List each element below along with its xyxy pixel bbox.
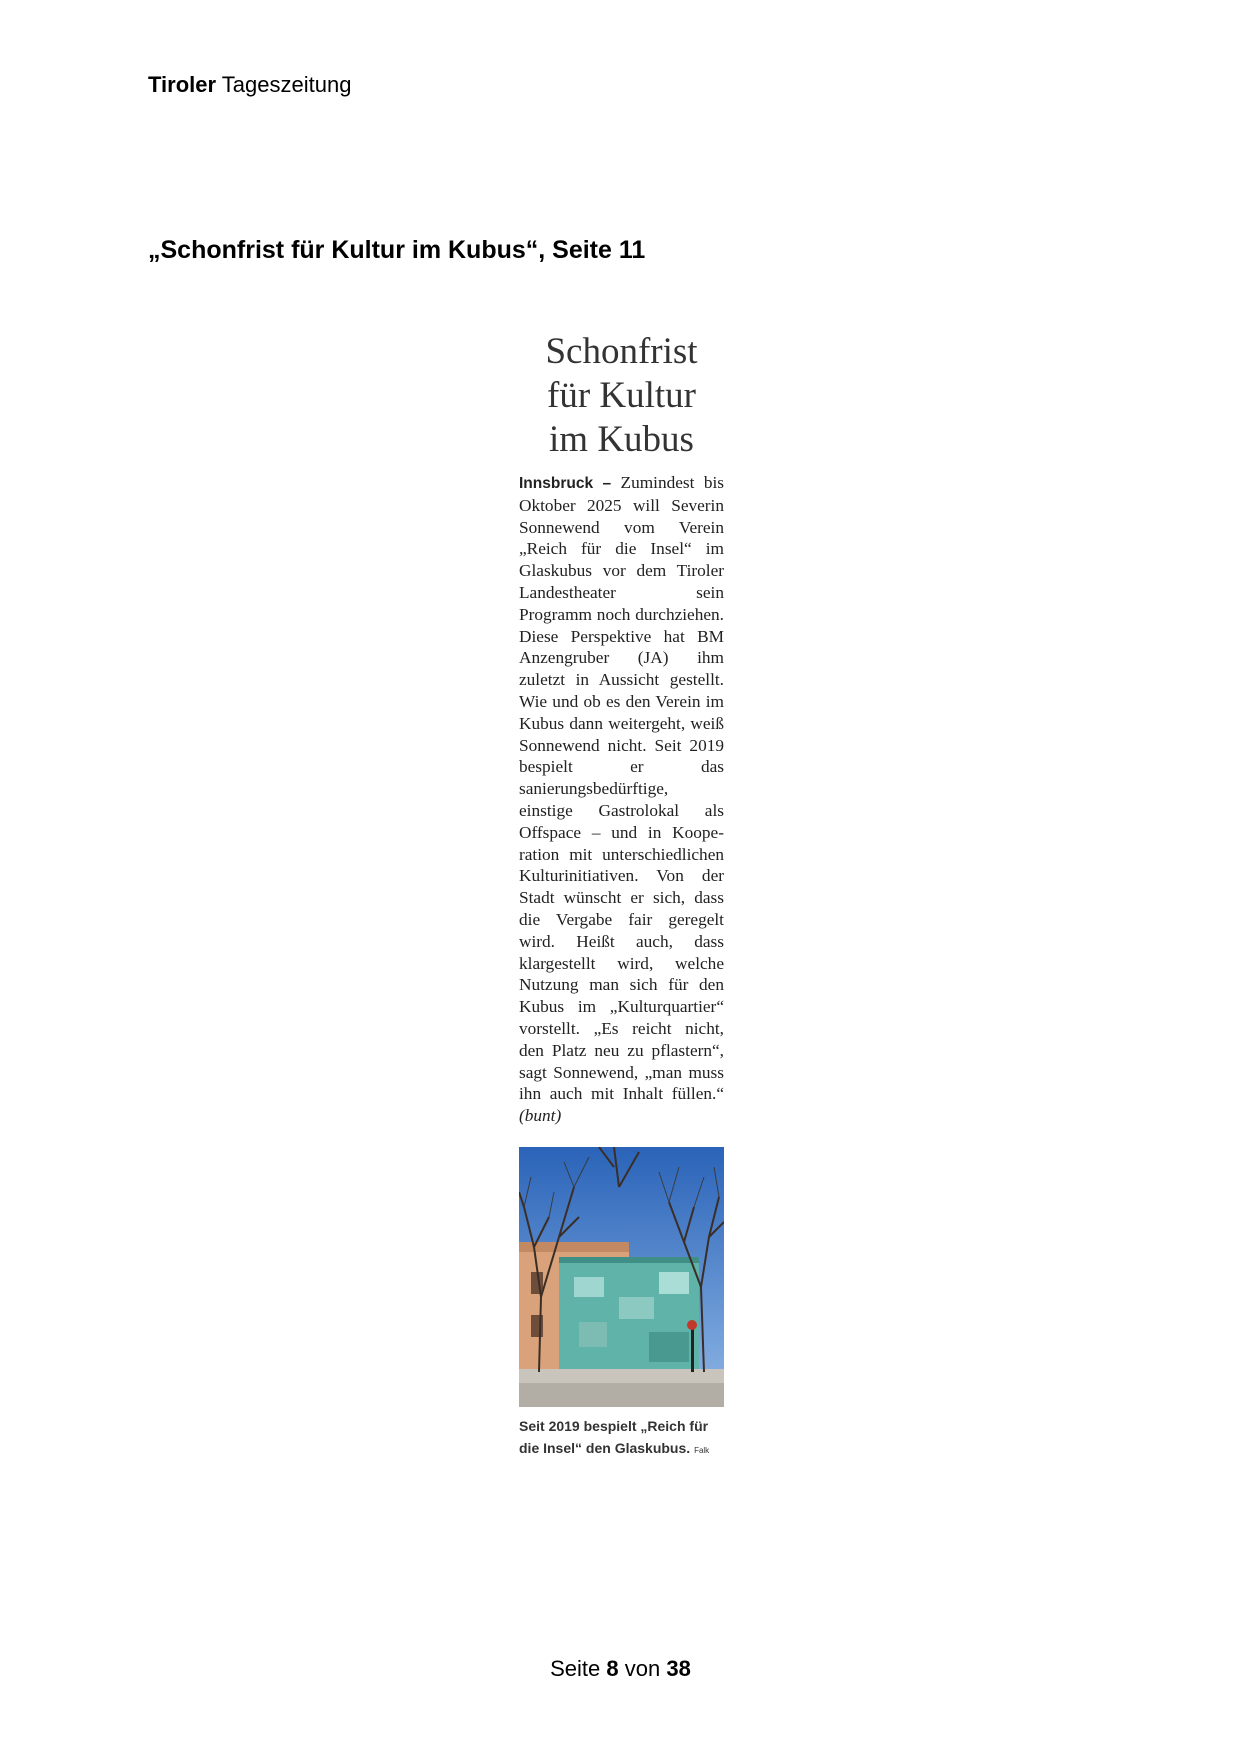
headline-line: im Kubus — [549, 419, 694, 460]
photo-credit: Falk — [694, 1445, 710, 1455]
masthead-name: Tageszeitung — [221, 72, 352, 97]
headline-line: Schonfrist — [545, 331, 698, 372]
total-page-count: 38 — [666, 1656, 691, 1681]
article-text: Zumindest bis Oktober 2025 will Severin Sonnewend vom Verein „Reich für die Insel“ im Glaskubus vor dem Tiroler Landestheater sein Programm noch durchziehen. Diese Perspektive hat BM Anzengruber (JA) ihm zuletzt in Aussicht gestellt. Wie und ob es den Verein im Kubus dann weitergeht, weiß Sonnewend nicht. Seit 2019 bespielt er das sanierungsbedürftige, einstige Gastrolokal als Offspace – und in Kooperation mit unterschiedlichen Kulturinitiativen. Von der Stadt wünscht er sich, dass die Vergabe fair geregelt wird. Heißt auch, dass klargestellt wird, welche Nutzung man sich für den Kubus im „Kulturquartier“ vorstellt. „Es reicht nicht, den Platz neu zu pflastern“, sagt Sonnewend, „man muss ihn auch mit Inhalt füllen.“ — [519, 473, 725, 1104]
current-page-number: 8 — [606, 1656, 619, 1681]
newspaper-clipping — [519, 330, 724, 1462]
footer-prefix: Seite — [550, 1656, 601, 1681]
document-heading: „Schonfrist für Kultur im Kubus“, Seite 11 — [148, 236, 646, 264]
masthead — [148, 72, 351, 98]
headline-line: für Kultur — [547, 375, 696, 416]
article-author: (bunt) — [519, 1106, 562, 1126]
article-body — [519, 472, 724, 1127]
masthead-brand: Tiroler — [148, 72, 217, 97]
article-headline — [519, 330, 724, 462]
article-dateline: Innsbruck – — [519, 475, 612, 492]
photo-caption — [519, 1415, 724, 1462]
glaskubus-photo — [519, 1147, 724, 1407]
page-footer — [0, 1656, 1241, 1682]
footer-middle: von — [624, 1656, 661, 1681]
photo-caption-text: Seit 2019 bespielt „Reich für die Insel“ den Glaskubus. — [519, 1417, 709, 1456]
